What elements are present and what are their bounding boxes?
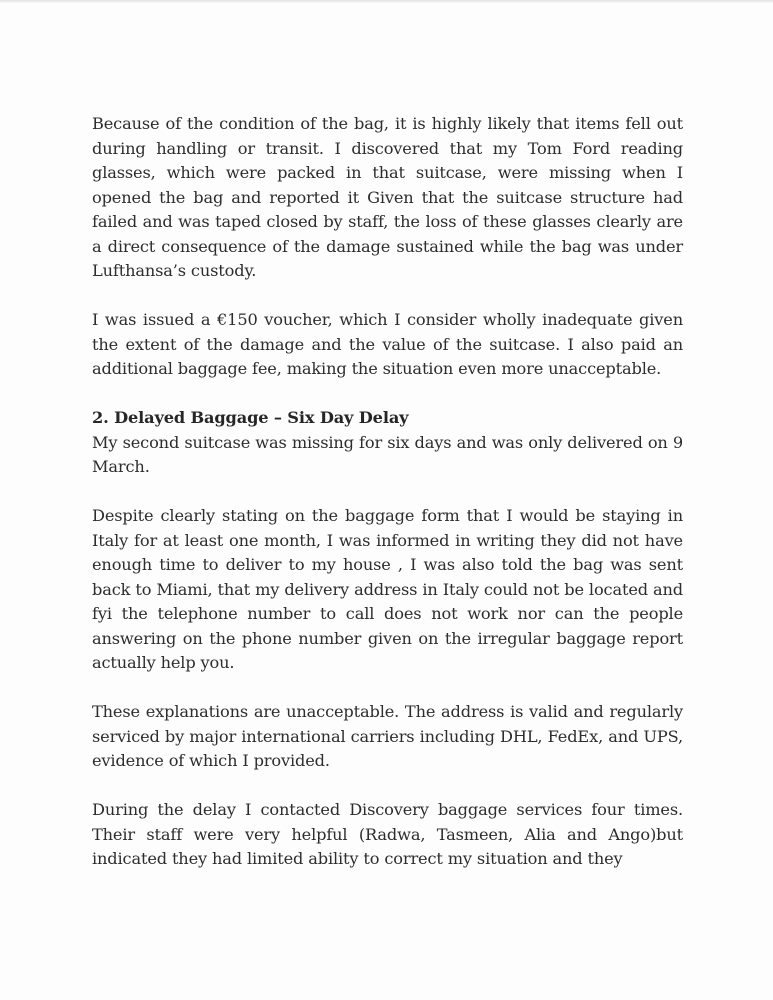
scan-top-edge xyxy=(0,0,773,3)
paragraph-second-suitcase: My second suitcase was missing for six days and was only delivered on 9 March. xyxy=(92,432,683,476)
paragraph-address-valid: These explanations are unacceptable. The address is valid and regularly serviced by major international carriers including DHL, FedEx, and UPS, evidence of which I provided. xyxy=(92,702,683,770)
paragraph-contacted-baggage-services: During the delay I contacted Discovery baggage services four times. Their staff were very helpful (Radwa, Tasmeen, Alia and Ango)but indicated they had limited ability to correct my situation and they xyxy=(92,800,683,868)
section-heading-delayed-baggage: 2. Delayed Baggage – Six Day Delay xyxy=(92,408,409,427)
paragraph-damaged-bag-items: Because of the condition of the bag, it is highly likely that items fell out during handling or transit. I discovered that my Tom Ford reading glasses, which were packed in that suitcase, were missing when I opened the bag and reported it Given that the suitcase structure had failed and was taped closed by staff, the loss of these glasses clearly are a direct consequence of the damage sustained while the bag was under Lufthansa’s custody. xyxy=(92,114,683,280)
paragraph-delivery-explanations: Despite clearly stating on the baggage form that I would be staying in Italy for at least one month, I was informed in writing they did not have enough time to deliver to my house , I was also told the bag was sent back to Miami, that my delivery address in Italy could not be located and fyi the telephone number to call does not work nor can the people answering on the phone number given on the irregular baggage report actually help you. xyxy=(92,506,683,672)
letter-body xyxy=(92,112,683,872)
paragraph-voucher-inadequate: I was issued a €150 voucher, which I consider wholly inadequate given the extent of the damage and the value of the suitcase. I also paid an additional baggage fee, making the situation even more unacceptable. xyxy=(92,310,683,378)
